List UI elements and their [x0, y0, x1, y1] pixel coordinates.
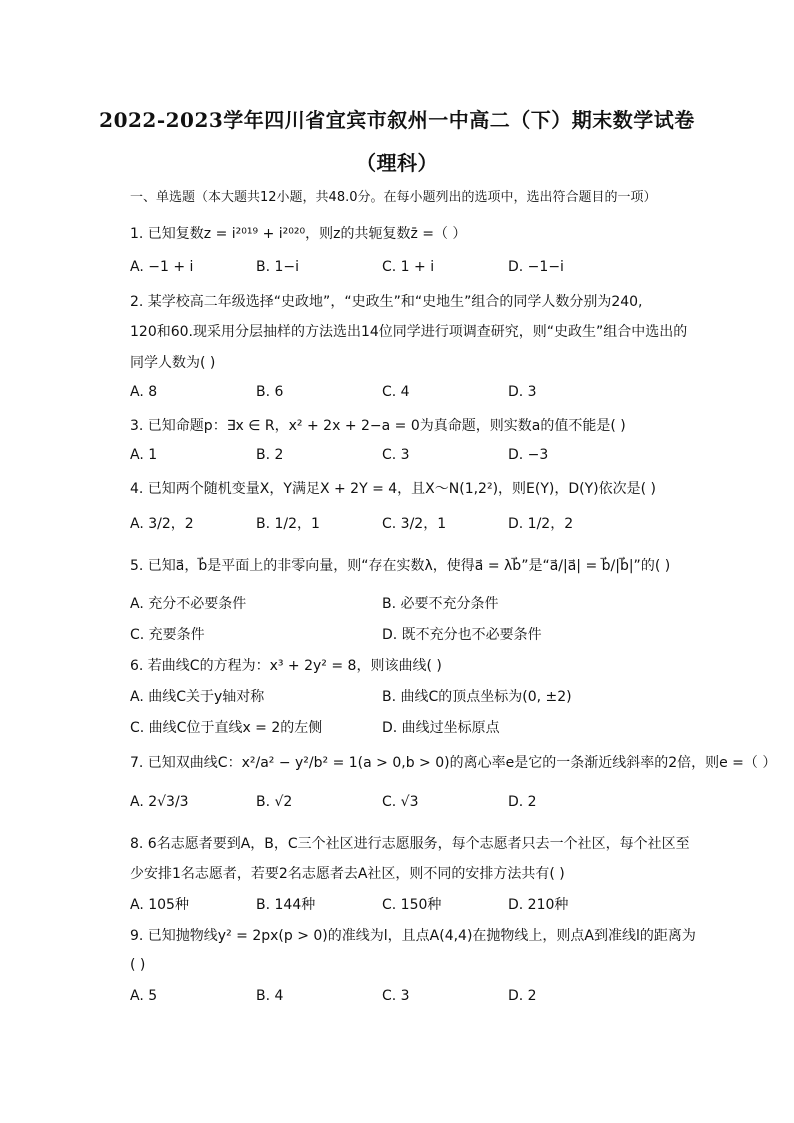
option-d: D. 既不充分也不必要条件	[382, 627, 542, 643]
question-1-options	[130, 259, 690, 279]
option-c: C. 3	[382, 988, 410, 1004]
question-9-stem: ( )	[130, 957, 146, 973]
question-5-options-row1	[130, 593, 690, 613]
option-b: B. 4	[256, 988, 284, 1004]
option-d: D. −1−i	[508, 259, 564, 275]
option-a: A. 充分不必要条件	[130, 596, 247, 612]
option-c: C. 150种	[382, 897, 442, 913]
option-c: C. 4	[382, 384, 410, 400]
option-b: B. 1−i	[256, 259, 300, 275]
exam-title: 2022-2023学年四川省宜宾市叙州一中高二（下）期末数学试卷	[99, 108, 695, 132]
exam-subtitle: （理科）	[356, 151, 438, 175]
option-c: C. 充要条件	[130, 627, 205, 643]
option-b: B. 必要不充分条件	[382, 596, 499, 612]
question-2-stem: 120和60.现采用分层抽样的方法选出14位同学进行项调查研究，则“史政生”组合中选出的	[130, 324, 688, 340]
question-6-options-row1	[130, 686, 690, 706]
question-3-options	[130, 447, 690, 467]
option-b: B. 1/2，1	[256, 516, 320, 532]
option-d: D. 2	[508, 988, 537, 1004]
question-9-options	[130, 988, 690, 1008]
option-a: A. 5	[130, 988, 158, 1004]
question-5-stem: 5. 已知a⃗，b⃗是平面上的非零向量，则“存在实数λ，使得a⃗ = λb⃗”是“a⃗/|a⃗| = b⃗/|b⃗|”的( )	[130, 558, 671, 574]
option-d: D. 1/2，2	[508, 516, 574, 532]
option-a: A. 曲线C关于y轴对称	[130, 689, 265, 705]
question-9-stem: 9. 已知抛物线y² = 2px(p > 0)的准线为l，且点A(4,4)在抛物线上，则点A到准线l的距离为	[130, 928, 696, 944]
question-8-stem: 少安排1名志愿者，若要2名志愿者去A社区，则不同的安排方法共有( )	[130, 866, 565, 882]
question-6-stem: 6. 若曲线C的方程为：x³ + 2y² = 8，则该曲线( )	[130, 658, 442, 674]
option-a: A. 8	[130, 384, 158, 400]
section-heading: 一、单选题（本大题共12小题，共48.0分。在每小题列出的选项中，选出符合题目的一项）	[130, 190, 657, 205]
option-a: A. −1 + i	[130, 259, 194, 275]
question-2-stem: 2. 某学校高二年级选择“史政地”，“史政生”和“史地生”组合的同学人数分别为240,	[130, 294, 643, 310]
question-7-options	[130, 794, 690, 814]
option-a: A. 3/2，2	[130, 516, 194, 532]
question-8-stem: 8. 6名志愿者要到A，B，C三个社区进行志愿服务，每个志愿者只去一个社区，每个社区至	[130, 836, 690, 852]
question-4-stem: 4. 已知两个随机变量X，Y满足X + 2Y = 4，且X～N(1,2²)，则E(Y)，D(Y)依次是( )	[130, 481, 656, 497]
question-4-options	[130, 513, 690, 533]
option-c: C. 3	[382, 447, 410, 463]
option-d: D. −3	[508, 447, 549, 463]
option-a: A. 2√3/3	[130, 794, 189, 810]
option-a: A. 1	[130, 447, 158, 463]
option-b: B. 6	[256, 384, 284, 400]
question-6-options-row2	[130, 717, 690, 737]
option-c: C. 3/2，1	[382, 516, 447, 532]
option-b: B. 144种	[256, 897, 316, 913]
option-b: B. √2	[256, 794, 293, 810]
option-d: D. 210种	[508, 897, 569, 913]
option-d: D. 3	[508, 384, 537, 400]
question-8-options	[130, 894, 690, 914]
option-d: D. 2	[508, 794, 537, 810]
question-2-stem: 同学人数为( )	[130, 355, 216, 371]
option-d: D. 曲线过坐标原点	[382, 720, 500, 736]
question-1-stem: 1. 已知复数z = i²⁰¹⁹ + i²⁰²⁰，则z的共轭复数z̄ =（ ）	[130, 226, 467, 242]
question-3-stem: 3. 已知命题p：∃x ∈ R，x² + 2x + 2−a = 0为真命题，则实数a的值不能是( )	[130, 418, 626, 434]
option-a: A. 105种	[130, 897, 189, 913]
option-b: B. 曲线C的顶点坐标为(0, ±2)	[382, 689, 572, 705]
option-c: C. 1 + i	[382, 259, 435, 275]
question-7-stem: 7. 已知双曲线C：x²/a² − y²/b² = 1(a > 0,b > 0)的离心率e是它的一条渐近线斜率的2倍，则e =（ ）	[130, 755, 777, 771]
question-5-options-row2	[130, 624, 690, 644]
option-c: C. √3	[382, 794, 419, 810]
question-2-options	[130, 384, 690, 404]
option-c: C. 曲线C位于直线x = 2的左侧	[130, 720, 323, 736]
option-b: B. 2	[256, 447, 284, 463]
